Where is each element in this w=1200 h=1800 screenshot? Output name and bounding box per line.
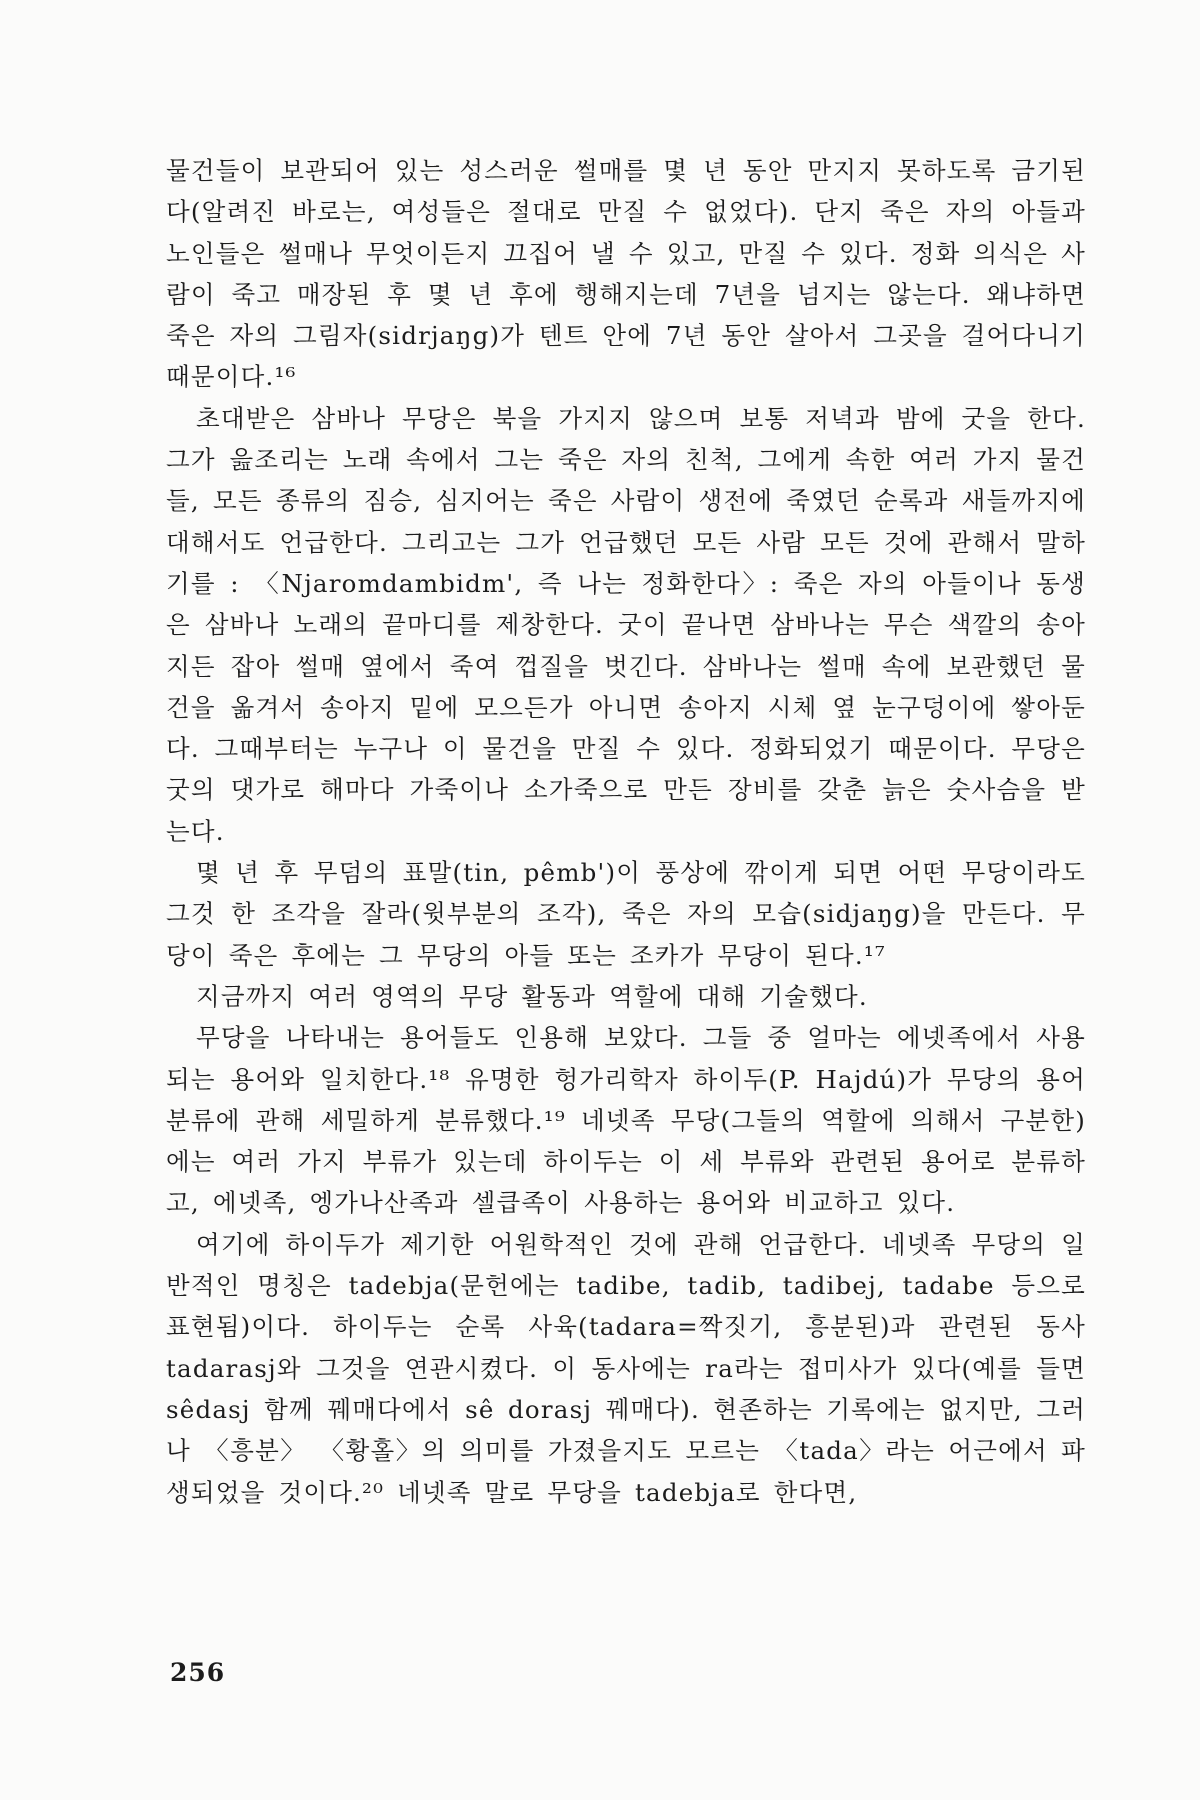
paragraph-1: 물건들이 보관되어 있는 성스러운 썰매를 몇 년 동안 만지지 못하도록 금기된다(알려진 바로는, 여성들은 절대로 만질 수 없었다). 단지 죽은 자의 아들과 노인들은 썰매나 무엇이든지 끄집어 낼 수 있고, 만질 수 있다. 정화 의식은 사람이 죽고 매장된 후 몇 년 후에 행해지는데 7년을 넘지는 않는다. 왜냐하면 죽은 자의 그림자(sidrjaŋg)가 텐트 안에 7년 동안 살아서 그곳을 걸어다니기 때문이다.¹⁶ — [166, 156, 1086, 392]
page-body — [166, 150, 1086, 1513]
paragraph-3: 몇 년 후 무덤의 표말(tin, pêmb')이 풍상에 깎이게 되면 어떤 무당이라도 그것 한 조각을 잘라(윗부분의 조각), 죽은 자의 모습(sidjaŋg)을 만든다. 무당이 죽은 후에는 그 무당의 아들 또는 조카가 무당이 된다.¹⁷ — [166, 858, 1086, 970]
paragraph-6: 여기에 하이두가 제기한 어원학적인 것에 관해 언급한다. 네넷족 무당의 일반적인 명칭은 tadebja(문헌에는 tadibe, tadib, tadibej, tadabe 등으로 표현됨)이다. 하이두는 순록 사육(tadara=짝짓기, 흥분된)과 관련된 동사 tadarasj와 그것을 연관시켰다. 이 동사에는 ra라는 접미사가 있다(예를 들면 sêdasj 함께 꿰매다에서 sê dorasj 꿰매다). 현존하는 기록에는 없지만, 그러나 〈흥분〉 〈황홀〉의 의미를 가졌을지도 모르는 〈tada〉라는 어근에서 파생되었을 것이다.²⁰ 네넷족 말로 무당을 tadebja로 한다면, — [166, 1229, 1086, 1507]
paragraph-2: 초대받은 삼바나 무당은 북을 가지지 않으며 보통 저녁과 밤에 굿을 한다. 그가 읊조리는 노래 속에서 그는 죽은 자의 친척, 그에게 속한 여러 가지 물건들, 모든 종류의 짐승, 심지어는 죽은 사람이 생전에 죽였던 순록과 새들까지에 대해서도 언급한다. 그리고는 그가 언급했던 모든 사람 모든 것에 관해서 말하기를 : 〈Njaromdambidm', 즉 나는 정화한다〉: 죽은 자의 아들이나 동생은 삼바나 노래의 끝마디를 제창한다. 굿이 끝나면 삼바나는 무슨 색깔의 송아지든 잡아 썰매 옆에서 죽여 껍질을 벗긴다. 삼바나는 썰매 속에 보관했던 물건을 옮겨서 송아지 밑에 모으든가 아니면 송아지 시체 옆 눈구덩이에 쌓아둔다. 그때부터는 누구나 이 물건을 만질 수 있다. 정화되었기 때문이다. 무당은 굿의 댓가로 해마다 가죽이나 소가죽으로 만든 장비를 갖춘 늙은 숫사슴을 받는다. — [166, 403, 1086, 846]
paragraph-4: 지금까지 여러 영역의 무당 활동과 역할에 대해 기술했다. — [196, 981, 868, 1011]
page-number: 256 — [170, 1658, 226, 1687]
paragraph-5: 무당을 나타내는 용어들도 인용해 보았다. 그들 중 얼마는 에넷족에서 사용되는 용어와 일치한다.¹⁸ 유명한 헝가리학자 하이두(P. Hajdú)가 무당의 용어 분류에 관해 세밀하게 분류했다.¹⁹ 네넷족 무당(그들의 역할에 의해서 구분한)에는 여러 가지 부류가 있는데 하이두는 이 세 부류와 관련된 용어로 분류하고, 에넷족, 엥가나산족과 셀큽족이 사용하는 용어와 비교하고 있다. — [166, 1023, 1086, 1218]
